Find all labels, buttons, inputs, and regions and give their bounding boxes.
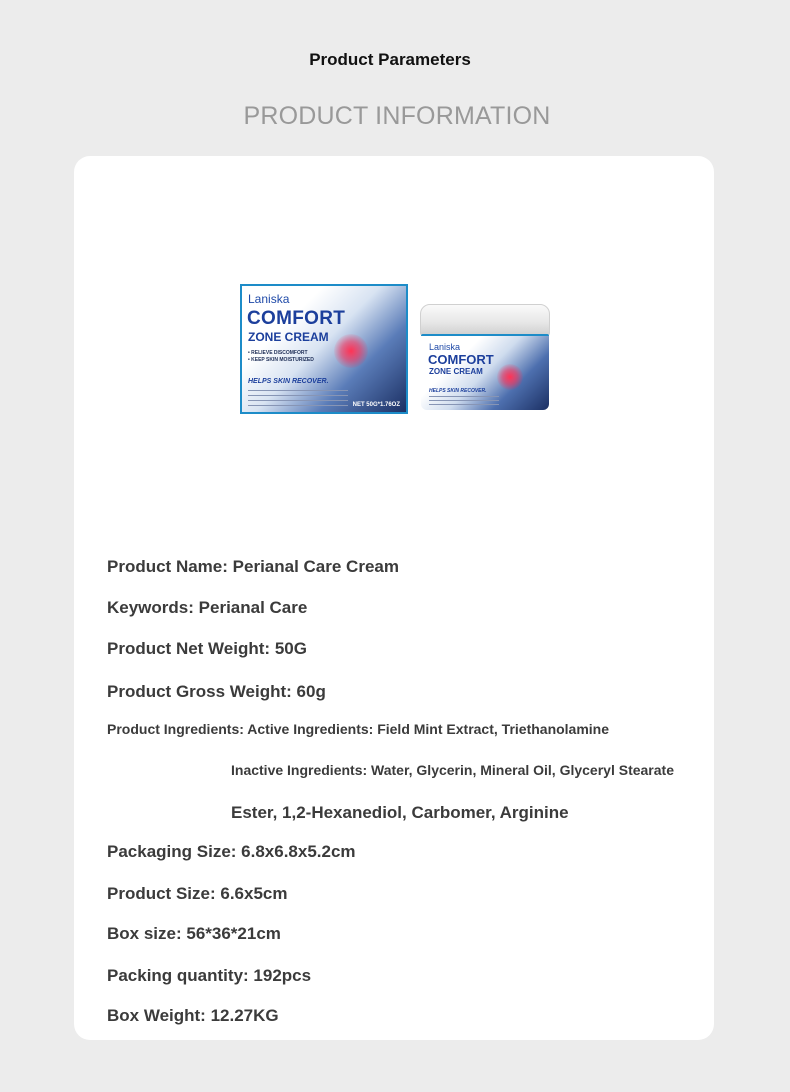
product-box xyxy=(240,284,408,414)
param-inactive-ingredients-cont: Ester, 1,2-Hexanediol, Carbomer, Arginine xyxy=(231,803,569,822)
box-title-line1: COMFORT xyxy=(247,308,346,329)
param-packing-quantity: Packing quantity: 192pcs xyxy=(107,966,312,985)
param-inactive-ingredients: Inactive Ingredients: Water, Glycerin, Mineral Oil, Glyceryl Stearate xyxy=(231,762,674,778)
param-box-weight: Box Weight: 12.27KG xyxy=(107,1006,279,1025)
param-ingredients: Product Ingredients: Active Ingredients: Field Mint Extract, Triethanolamine xyxy=(107,721,610,737)
param-product-size: Product Size: 6.6x5cm xyxy=(107,884,288,903)
box-bullet: • RELIEVE DISCOMFORT xyxy=(248,350,308,356)
jar-title-line2: ZONE CREAM xyxy=(429,367,483,376)
jar-tagline: HELPS SKIN RECOVER. xyxy=(429,388,487,394)
product-info-card xyxy=(74,156,714,1040)
box-bullet: • KEEP SKIN MOISTURIZED xyxy=(248,357,314,363)
param-keywords: Keywords: Perianal Care xyxy=(107,598,308,617)
box-brand: Laniska xyxy=(248,292,290,306)
jar-title-line1: COMFORT xyxy=(428,352,494,367)
param-box-size: Box size: 56*36*21cm xyxy=(107,924,281,943)
box-tagline: HELPS SKIN RECOVER. xyxy=(248,378,329,385)
product-image xyxy=(240,284,552,416)
box-net-weight: NET 50G*1.76OZ xyxy=(352,402,400,408)
product-jar xyxy=(420,304,550,410)
param-net-weight: Product Net Weight: 50G xyxy=(107,639,307,658)
jar-brand: Laniska xyxy=(429,342,461,352)
section-subtitle: PRODUCT INFORMATION xyxy=(243,102,551,130)
jar-lid xyxy=(420,304,550,336)
box-title-line2: ZONE CREAM xyxy=(248,330,329,344)
section-title: Product Parameters xyxy=(309,50,471,69)
param-packaging-size: Packaging Size: 6.8x6.8x5.2cm xyxy=(107,842,356,861)
param-product-name: Product Name: Perianal Care Cream xyxy=(107,557,399,576)
param-gross-weight: Product Gross Weight: 60g xyxy=(107,682,326,701)
